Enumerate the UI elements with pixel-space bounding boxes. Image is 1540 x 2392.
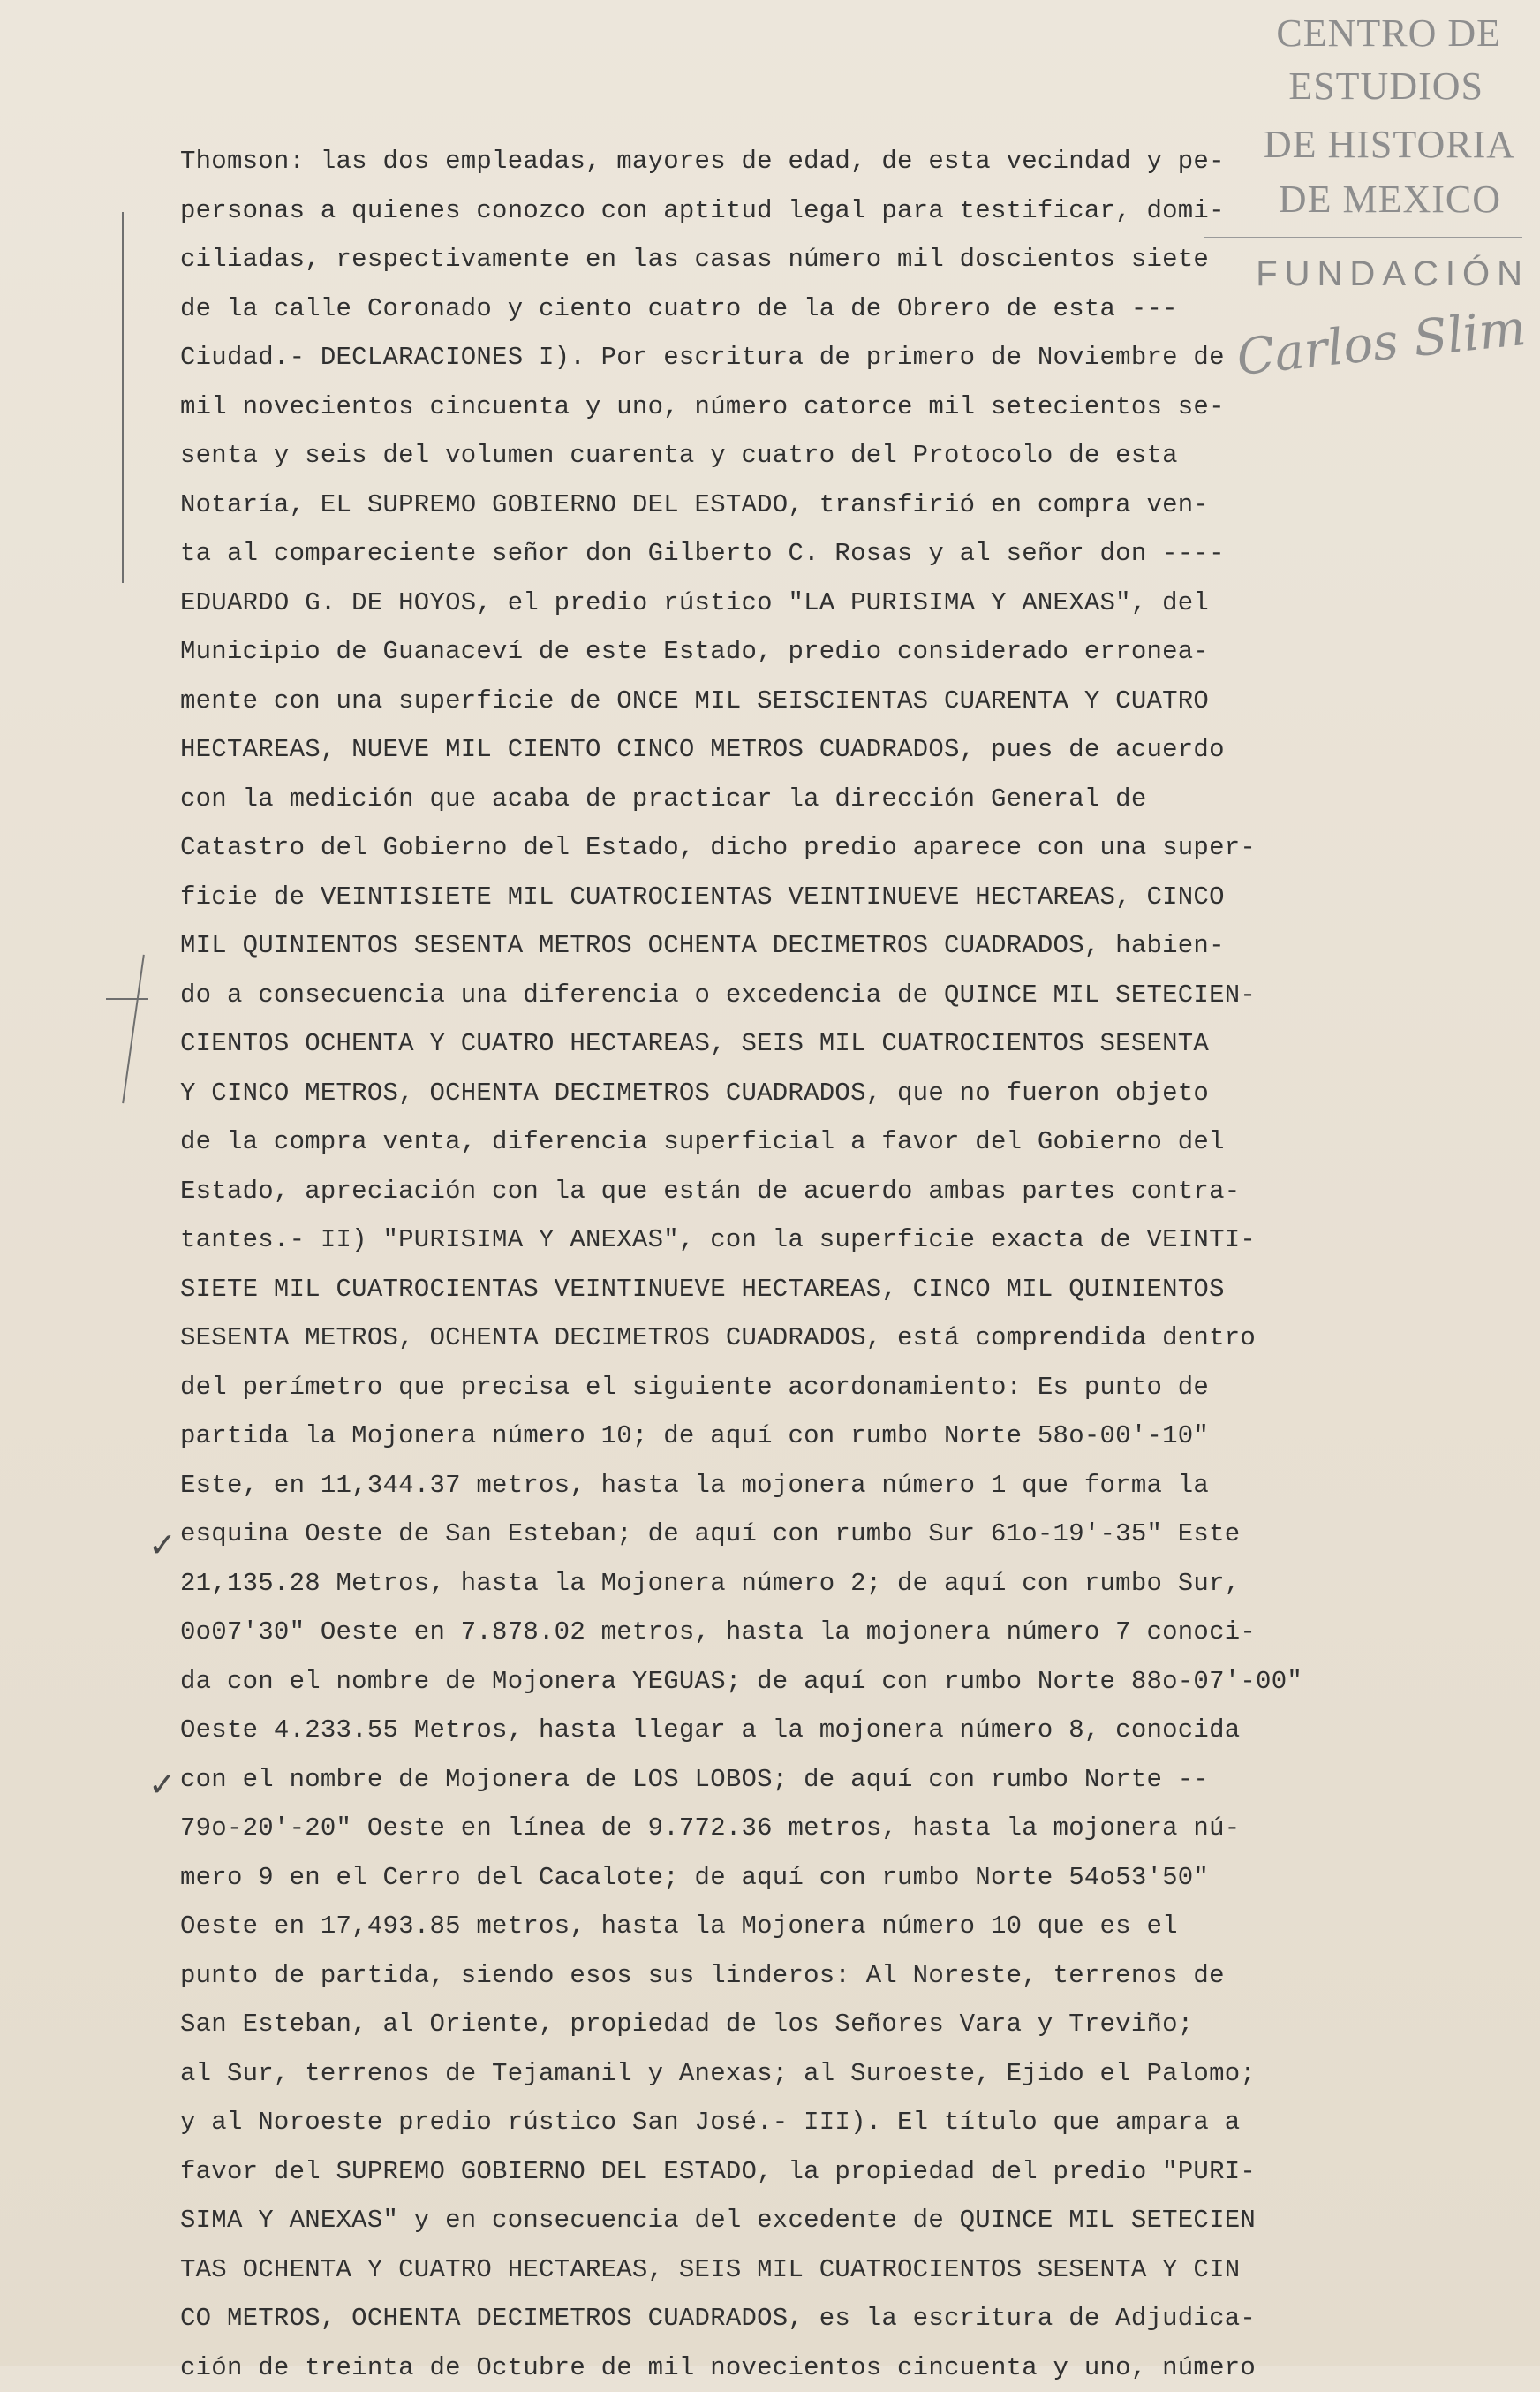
document-body (180, 137, 1416, 2392)
text-line: partida la Mojonera número 10; de aquí con rumbo Norte 58o-00'-10" (180, 1412, 1416, 1461)
text-line: Ciudad.- DECLARACIONES I). Por escritura de primero de Noviembre de (180, 333, 1416, 382)
text-line: y al Noroeste predio rústico San José.- III). El título que ampara a (180, 2098, 1416, 2147)
text-line: de la compra venta, diferencia superficial a favor del Gobierno del (180, 1117, 1416, 1167)
watermark-line-1: CENTRO DE (1276, 11, 1501, 56)
watermark-fundacion: FUNDACIÓN (1256, 254, 1529, 294)
text-line: con el nombre de Mojonera de LOS LOBOS; de aquí con rumbo Norte -- (180, 1755, 1416, 1805)
text-line: de la calle Coronado y ciento cuatro de la de Obrero de esta --- (180, 284, 1416, 334)
text-line: TAS OCHENTA Y CUATRO HECTAREAS, SEIS MIL CUATROCIENTOS SESENTA Y CIN (180, 2245, 1416, 2295)
text-line: EDUARDO G. DE HOYOS, el predio rústico "LA PURISIMA Y ANEXAS", del (180, 579, 1416, 628)
text-line: tantes.- II) "PURISIMA Y ANEXAS", con la superficie exacta de VEINTI- (180, 1215, 1416, 1265)
text-line: esquina Oeste de San Esteban; de aquí con rumbo Sur 61o-19'-35" Este (180, 1510, 1416, 1559)
checkmark-icon: ✓ (148, 1525, 177, 1564)
text-line: senta y seis del volumen cuarenta y cuatro del Protocolo de esta (180, 431, 1416, 481)
text-line: HECTAREAS, NUEVE MIL CIENTO CINCO METROS CUADRADOS, pues de acuerdo (180, 725, 1416, 775)
text-line: San Esteban, al Oriente, propiedad de los Señores Vara y Treviño; (180, 2000, 1416, 2049)
text-line: del perímetro que precisa el siguiente acordonamiento: Es punto de (180, 1363, 1416, 1412)
text-line: al Sur, terrenos de Tejamanil y Anexas; al Suroeste, Ejido el Palomo; (180, 2049, 1416, 2099)
watermark-line-3: DE HISTORIA (1264, 122, 1515, 167)
text-line: SIETE MIL CUATROCIENTAS VEINTINUEVE HECTAREAS, CINCO MIL QUINIENTOS (180, 1265, 1416, 1314)
text-line: 79o-20'-20" Oeste en línea de 9.772.36 metros, hasta la mojonera nú- (180, 1804, 1416, 1853)
text-line: da con el nombre de Mojonera YEGUAS; de aquí con rumbo Norte 88o-07'-00" (180, 1657, 1416, 1707)
text-line: ciliadas, respectivamente en las casas número mil doscientos siete (180, 235, 1416, 284)
text-line: CO METROS, OCHENTA DECIMETROS CUADRADOS, es la escritura de Adjudica- (180, 2294, 1416, 2343)
text-line: 0o07'30" Oeste en 7.878.02 metros, hasta la mojonera número 7 conoci- (180, 1608, 1416, 1657)
text-line: ficie de VEINTISIETE MIL CUATROCIENTAS VEINTINUEVE HECTAREAS, CINCO (180, 873, 1416, 922)
text-line: mil novecientos cincuenta y uno, número catorce mil setecientos se- (180, 382, 1416, 432)
text-line: SIMA Y ANEXAS" y en consecuencia del excedente de QUINCE MIL SETECIEN (180, 2196, 1416, 2245)
watermark-line-4: DE MEXICO (1279, 177, 1501, 222)
text-line: mero 9 en el Cerro del Cacalote; de aquí con rumbo Norte 54o53'50" (180, 1853, 1416, 1903)
text-line: favor del SUPREMO GOBIERNO DEL ESTADO, la propiedad del predio "PURI- (180, 2147, 1416, 2197)
text-line: do a consecuencia una diferencia o excedencia de QUINCE MIL SETECIEN- (180, 971, 1416, 1020)
text-line: mente con una superficie de ONCE MIL SEISCIENTAS CUARENTA Y CUATRO (180, 677, 1416, 726)
text-line: personas a quienes conozco con aptitud legal para testificar, domi- (180, 186, 1416, 236)
text-line: Oeste 4.233.55 Metros, hasta llegar a la mojonera número 8, conocida (180, 1706, 1416, 1755)
text-line: Oeste en 17,493.85 metros, hasta la Mojonera número 10 que es el (180, 1902, 1416, 1951)
pencil-margin-line (106, 998, 148, 1000)
text-line: ta al compareciente señor don Gilberto C. Rosas y al señor don ---- (180, 529, 1416, 579)
pencil-margin-line (122, 212, 124, 583)
text-line: ción de treinta de Octubre de mil novecientos cincuenta y uno, número (180, 2343, 1416, 2392)
margin-annotations (0, 0, 177, 2366)
text-line: Y CINCO METROS, OCHENTA DECIMETROS CUADRADOS, que no fueron objeto (180, 1069, 1416, 1118)
text-line: Notaría, EL SUPREMO GOBIERNO DEL ESTADO, transfirió en compra ven- (180, 481, 1416, 530)
text-line: Este, en 11,344.37 metros, hasta la mojonera número 1 que forma la (180, 1461, 1416, 1510)
text-line: Catastro del Gobierno del Estado, dicho predio aparece con una super- (180, 823, 1416, 873)
watermark-signature: Carlos Slim (1234, 299, 1528, 387)
text-line: con la medición que acaba de practicar la dirección General de (180, 775, 1416, 824)
text-line: Thomson: las dos empleadas, mayores de edad, de esta vecindad y pe- (180, 137, 1416, 186)
text-line: 21,135.28 Metros, hasta la Mojonera número 2; de aquí con rumbo Sur, (180, 1559, 1416, 1609)
text-line: CIENTOS OCHENTA Y CUATRO HECTAREAS, SEIS MIL CUATROCIENTOS SESENTA (180, 1019, 1416, 1069)
text-line: punto de partida, siendo esos sus linderos: Al Noreste, terrenos de (180, 1951, 1416, 2001)
watermark-line-2: ESTUDIOS (1288, 64, 1483, 109)
text-line: Estado, apreciación con la que están de acuerdo ambas partes contra- (180, 1167, 1416, 1216)
pencil-margin-line (122, 955, 145, 1104)
text-line: SESENTA METROS, OCHENTA DECIMETROS CUADRADOS, está comprendida dentro (180, 1313, 1416, 1363)
text-line: Municipio de Guanaceví de este Estado, predio considerado erronea- (180, 627, 1416, 677)
checkmark-icon: ✓ (148, 1765, 177, 1804)
text-line: MIL QUINIENTOS SESENTA METROS OCHENTA DECIMETROS CUADRADOS, habien- (180, 921, 1416, 971)
